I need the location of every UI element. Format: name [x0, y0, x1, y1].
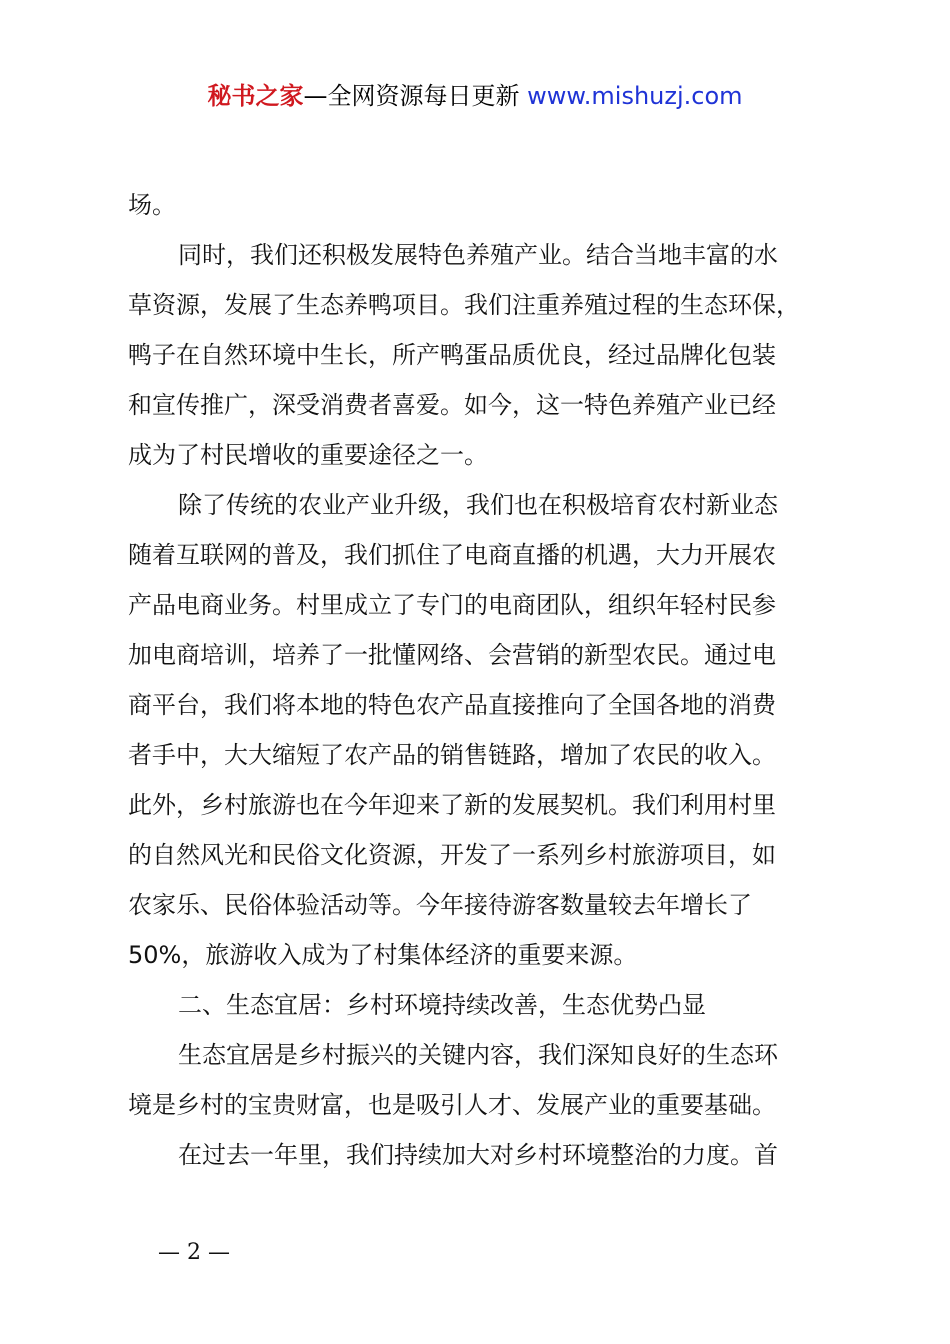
text-line: 产品电商业务。村里成立了专门的电商团队，组织年轻村民参 [128, 591, 776, 619]
text-line: 和宣传推广，深受消费者喜爱。如今，这一特色养殖产业已经 [128, 391, 776, 419]
text-line: 在过去一年里，我们持续加大对乡村环境整治的力度。首 [178, 1141, 778, 1169]
site-brand: 秘书之家 [207, 82, 304, 110]
text-line: 的自然风光和民俗文化资源，开发了一系列乡村旅游项目，如 [128, 841, 776, 869]
page-number: — 2 — [158, 1240, 230, 1265]
text-line: 境是乡村的宝贵财富，也是吸引人才、发展产业的重要基础。 [128, 1091, 776, 1119]
text-line: 除了传统的农业产业升级，我们也在积极培育农村新业态 [178, 491, 778, 519]
document-body [128, 180, 838, 1180]
site-url-link[interactable]: www.mishuzj.com [527, 82, 743, 110]
site-header [0, 80, 950, 112]
text-line: 生态宜居是乡村振兴的关键内容，我们深知良好的生态环 [178, 1041, 778, 1069]
text-line: 草资源，发展了生态养鸭项目。我们注重养殖过程的生态环保， [128, 291, 800, 319]
text-line: 者手中，大大缩短了农产品的销售链路，增加了农民的收入。 [128, 741, 776, 769]
text-line: 场。 [128, 191, 176, 219]
text-line: 50%，旅游收入成为了村集体经济的重要来源。 [128, 941, 638, 969]
text-line: 加电商培训，培养了一批懂网络、会营销的新型农民。通过电 [128, 641, 776, 669]
text-line: 同时，我们还积极发展特色养殖产业。结合当地丰富的水 [178, 241, 778, 269]
text-line: 商平台，我们将本地的特色农产品直接推向了全国各地的消费 [128, 691, 776, 719]
site-slogan: —全网资源每日更新 [303, 82, 520, 110]
text-line: 农家乐、民俗体验活动等。今年接待游客数量较去年增长了 [128, 891, 752, 919]
text-line: 成为了村民增收的重要途径之一。 [128, 441, 488, 469]
text-line: 此外，乡村旅游也在今年迎来了新的发展契机。我们利用村里 [128, 791, 776, 819]
text-line: 二、生态宜居：乡村环境持续改善，生态优势凸显 [178, 991, 706, 1019]
text-line: 随着互联网的普及，我们抓住了电商直播的机遇，大力开展农 [128, 541, 776, 569]
text-line: 鸭子在自然环境中生长，所产鸭蛋品质优良，经过品牌化包装 [128, 341, 776, 369]
